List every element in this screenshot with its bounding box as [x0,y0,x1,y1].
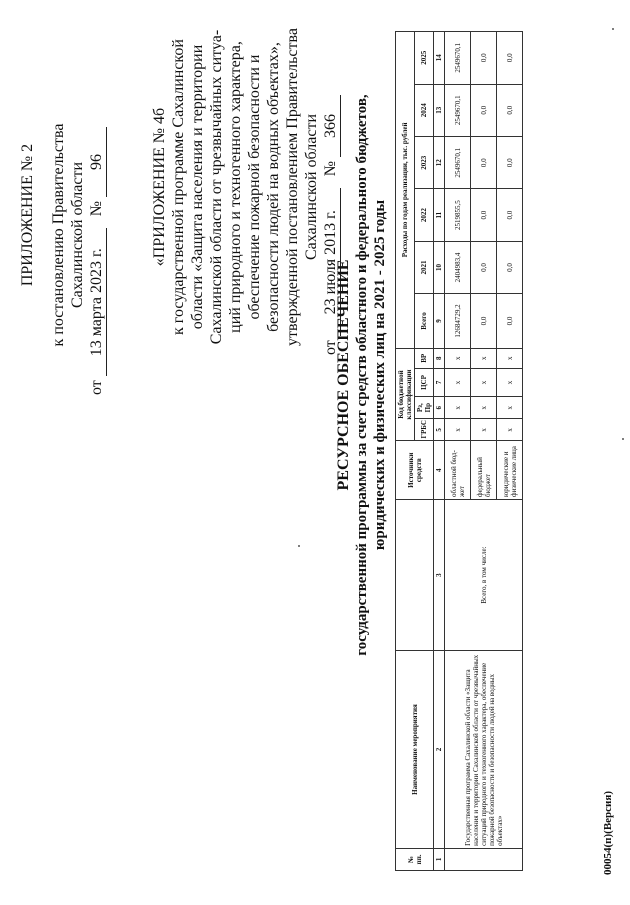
vr-cell: х [445,348,471,368]
col-number: 2 [434,651,445,849]
grbs-cell: х [471,419,497,441]
source-cell: областной бюд-жет [445,441,471,499]
heading-title: РЕСУРСНОЕ ОБЕСПЕЧЕНИЕ [335,259,352,491]
annex-line-3: ций природного и техногенного характера, [227,41,244,333]
header-total: Всего [415,294,434,348]
y2021-cell: 0,0 [497,241,523,293]
rz-cell: х [497,397,523,419]
vr-cell: х [471,348,497,368]
y2023-cell: 0,0 [471,136,497,188]
csr-cell: х [471,368,497,396]
appendix-date-line [87,45,107,425]
scan-speck [612,28,614,30]
heading-subtitle-1: государственной программы за счет средств областного и федерального бюджетов, [354,94,370,656]
header-vr: ВР [415,348,434,368]
annex-line-5: безопасности людей на водных объектах», [265,42,282,332]
header-2025: 2025 [415,32,434,85]
col-number: 10 [434,241,445,293]
header-name: Наименование мероприятия [396,651,434,849]
total-cell: 0,0 [471,294,497,348]
heading-block [335,25,389,725]
y2024-cell: 2549670,1 [445,84,471,136]
rz-cell: х [471,397,497,419]
source-cell: юридические и физические лица [497,441,523,499]
appendix-title: ПРИЛОЖЕНИЕ № 2 [19,143,36,287]
grbs-cell: х [497,419,523,441]
appendix-from: от [88,380,105,395]
csr-cell: х [445,368,471,396]
annex-line-1: области «Защита населения и территории [189,44,206,330]
col-number: 3 [434,499,445,650]
header-col3 [396,499,434,650]
header-num: № пп. [396,848,434,870]
program-name-cell: Государственная программа Сахалинской области «Защита населения и территории Сахалинской области от чрезвычайных ситуаций природного и техногенного характера, обеспечение пожарной безопасности и безопасности людей на водных объектах» [445,651,523,849]
annex-num-sign: № [322,160,339,177]
col-number: 12 [434,136,445,188]
header-2023: 2023 [415,136,434,188]
version-footer: 00054(п)(Версия) [602,791,614,875]
total-cell: 0,0 [497,294,523,348]
total-label-cell: Всего, в том числе: [445,499,523,650]
header-expenses: Расходы по годам реализации, тыс. рублей [396,32,415,349]
annex-block [150,17,341,357]
y2023-cell: 2549670,1 [445,136,471,188]
col-number: 4 [434,441,445,499]
col-number: 5 [434,419,445,441]
y2021-cell: 2404983,4 [445,241,471,293]
annex-line-4: обеспечение пожарной безопасности и [246,54,263,320]
row-num-cell [445,848,523,870]
y2025-cell: 0,0 [471,32,497,85]
annex-date: 23 июля 2013 г. [321,188,341,336]
col-number: 14 [434,32,445,85]
appendix-block [18,45,107,425]
annex-line-7: Сахалинской области [303,113,320,261]
header-rz: Рз, Пр [415,397,434,419]
annex-line-6: утвержденной постановлением Правительства [284,28,301,346]
col-number: 6 [434,397,445,419]
appendix-line1: к постановлению Правительства [50,123,67,347]
annex-number: 366 [321,95,341,157]
col-number: 9 [434,294,445,348]
col-number: 1 [434,848,445,870]
col-number: 11 [434,189,445,241]
csr-cell: х [497,368,523,396]
scan-speck [622,438,624,440]
header-2022: 2022 [415,189,434,241]
resource-table-wrap [395,31,523,871]
annex-line-0: к государственной программе Сахалинской [170,39,187,335]
resource-table [395,31,523,871]
y2023-cell: 0,0 [497,136,523,188]
vr-cell: х [497,348,523,368]
y2024-cell: 0,0 [497,84,523,136]
y2021-cell: 0,0 [471,241,497,293]
appendix-num-sign: № [88,200,105,217]
header-2021: 2021 [415,241,434,293]
header-2024: 2024 [415,84,434,136]
col-number: 13 [434,84,445,136]
header-row-1 [396,32,415,871]
y2024-cell: 0,0 [471,84,497,136]
heading-subtitle-2: юридических и физических лиц на 2021 - 2025 годы [372,199,388,551]
annex-from: от [322,340,339,355]
annex-line-2: Сахалинской области от чрезвычайных ситуа- [208,29,225,345]
y2022-cell: 0,0 [471,189,497,241]
total-cell: 12684729,2 [445,294,471,348]
grbs-cell: х [445,419,471,441]
y2025-cell: 2549670,1 [445,32,471,85]
appendix-date: 13 марта 2023 г. [87,228,107,376]
y2022-cell: 0,0 [497,189,523,241]
col-number: 8 [434,348,445,368]
rz-cell: х [445,397,471,419]
header-code: Код бюджетной классификации [396,348,415,441]
column-numbers-row [434,32,445,871]
annex-title: «ПРИЛОЖЕНИЕ № 4б [151,107,168,267]
col-number: 7 [434,368,445,396]
scan-speck [298,545,300,547]
header-grbs: ГРБС [415,419,434,441]
header-source: Источники средств [396,441,434,499]
source-cell: федеральный бюджет [471,441,497,499]
appendix-number: 96 [87,127,107,197]
y2022-cell: 2519855,5 [445,189,471,241]
appendix-line2: Сахалинской области [69,161,86,309]
y2025-cell: 0,0 [497,32,523,85]
table-row [445,32,471,871]
header-csr: ЦСР [415,368,434,396]
